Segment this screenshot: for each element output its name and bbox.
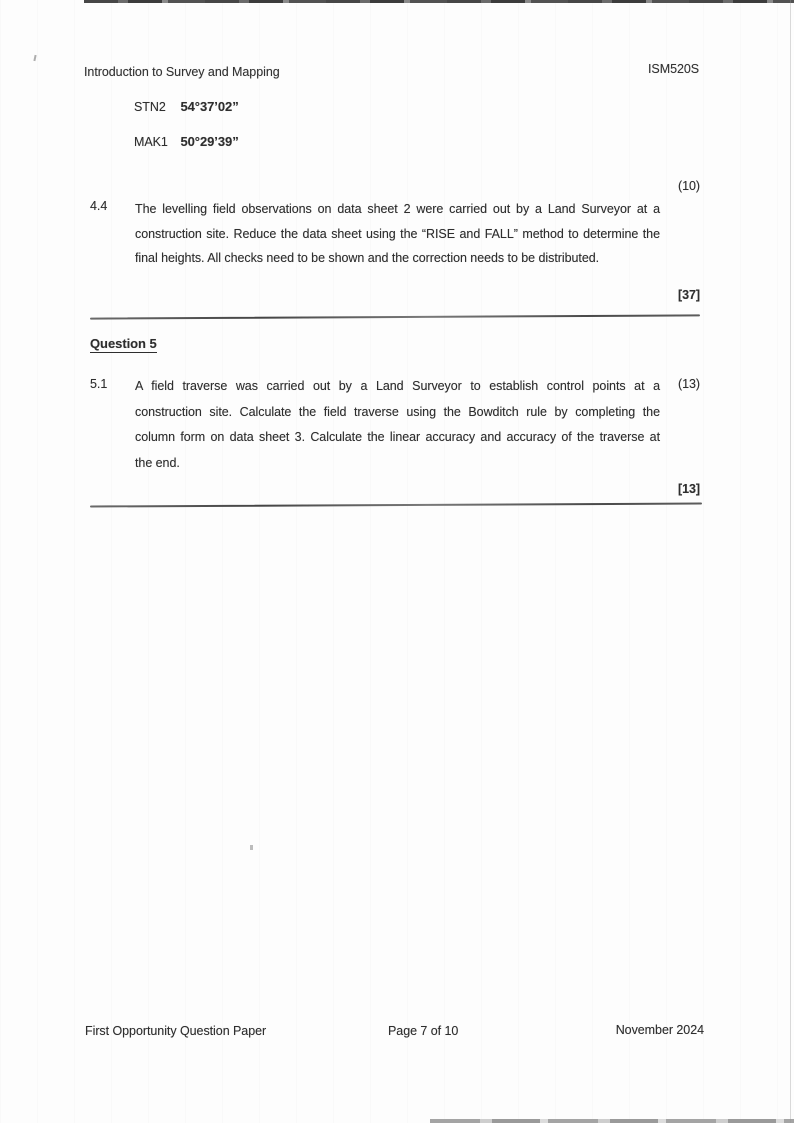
marks-allocation-4-4: (10) bbox=[677, 179, 700, 193]
question-5-total-marks: [13] bbox=[677, 482, 700, 496]
footer-date: November 2024 bbox=[615, 1023, 704, 1037]
angle-value: 50°29’39” bbox=[180, 134, 239, 149]
item-number-4-4: 4.4 bbox=[90, 199, 108, 213]
question-5-heading: Question 5 bbox=[90, 336, 157, 351]
item-text-line: A field traverse was carried out by a Land Surveyor to establish control points at a bbox=[135, 379, 660, 393]
angle-reading-row bbox=[134, 99, 239, 114]
item-text-line: final heights. All checks need to be shown and the correction needs to be distributed. bbox=[135, 251, 600, 266]
item-text-line: column form on data sheet 3. Calculate the linear accuracy and accuracy of the traverse at bbox=[135, 430, 660, 445]
header-course-title: Introduction to Survey and Mapping bbox=[84, 65, 280, 79]
item-number-5-1: 5.1 bbox=[90, 377, 108, 391]
angle-value: 54°37’02” bbox=[180, 99, 239, 114]
section-divider-rule bbox=[90, 503, 702, 508]
scan-artifact-bottom-edge bbox=[430, 1119, 794, 1123]
item-text-4-4 bbox=[135, 197, 660, 271]
angle-reading-row bbox=[134, 134, 239, 149]
scan-speck bbox=[33, 55, 36, 61]
footer-paper-name: First Opportunity Question Paper bbox=[85, 1024, 267, 1038]
header-course-code: ISM520S bbox=[648, 62, 700, 76]
item-text-line: the end. bbox=[135, 455, 180, 470]
station-label: STN2 bbox=[134, 100, 166, 114]
scan-speck bbox=[250, 845, 253, 850]
footer-page-number: Page 7 of 10 bbox=[388, 1024, 459, 1038]
marks-allocation-5-1: (13) bbox=[677, 377, 700, 391]
station-label: MAK1 bbox=[134, 135, 168, 149]
item-text-5-1 bbox=[135, 374, 660, 476]
item-text-line: The levelling field observations on data sheet 2 were carried out by a Land Surveyor at a bbox=[135, 202, 660, 216]
item-text-line: construction site. Reduce the data sheet using the “RISE and FALL” method to determine the bbox=[135, 226, 660, 241]
scan-artifact-top-edge bbox=[84, 0, 794, 3]
question-4-total-marks: [37] bbox=[677, 288, 700, 302]
scan-artifact-right-edge bbox=[790, 0, 791, 1123]
item-text-line: construction site. Calculate the field traverse using the Bowditch rule by completing the bbox=[135, 404, 660, 419]
section-divider-rule bbox=[90, 314, 700, 319]
